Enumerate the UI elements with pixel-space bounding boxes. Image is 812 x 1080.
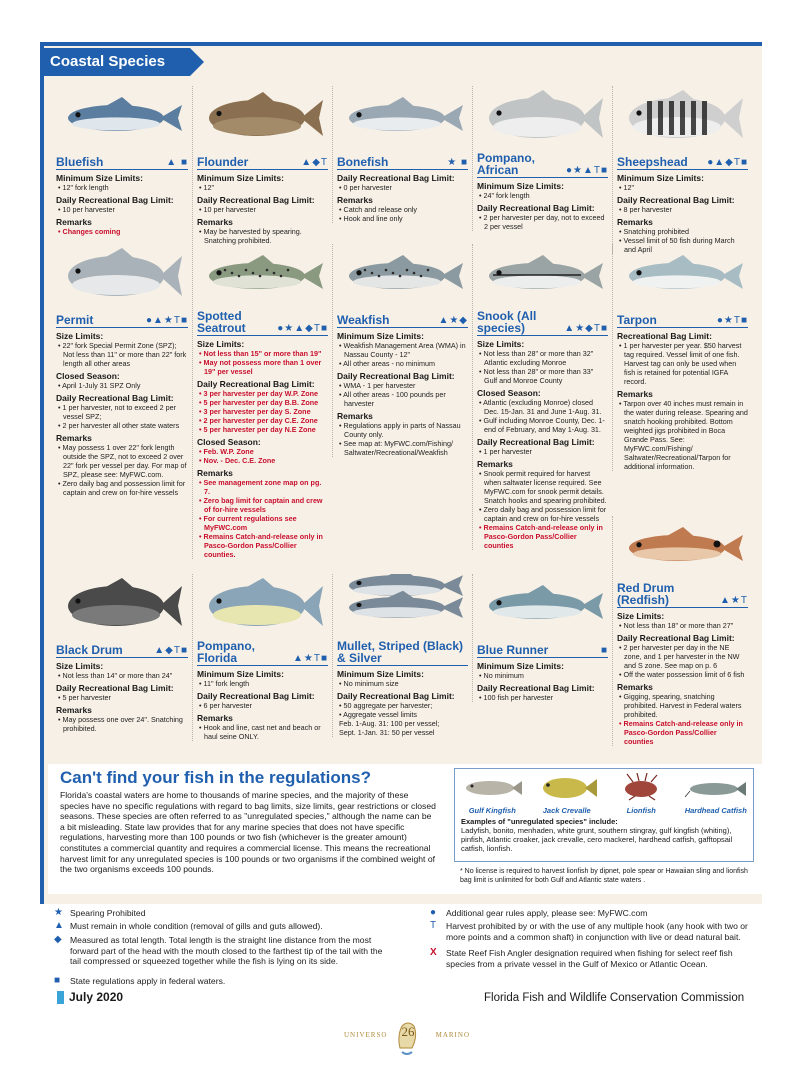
rule-heading: Size Limits: bbox=[56, 661, 104, 671]
rule-item: • Off the water possession limit of 6 fish bbox=[619, 670, 745, 679]
species-name: Weakfish bbox=[337, 313, 390, 327]
rule-heading: Minimum Size Limits: bbox=[477, 661, 564, 671]
rule-item: • Changes coming bbox=[58, 227, 121, 236]
rule-heading: Closed Season: bbox=[477, 388, 541, 398]
regulation-symbols: ●▲★T■ bbox=[145, 315, 188, 326]
rule-item: • May not possess more than 1 over 19" per vessel bbox=[199, 358, 322, 376]
rule-heading: Daily Recreational Bag Limit: bbox=[617, 195, 735, 205]
fish-illustration-icon bbox=[337, 86, 467, 150]
fish-image bbox=[337, 574, 468, 640]
rule-item: • May possess 1 over 22" fork length outside the SPZ, not to exceed 2 over 22" fork per vessel per day. For map of SPZ, please see: MyFWC.com. bbox=[58, 443, 187, 479]
species-card bbox=[52, 574, 192, 733]
rule-item: • Atlantic (excluding Monroe) closed Dec. 15-Jan. 31 and June 1-Aug. 31. bbox=[479, 398, 602, 416]
rule-heading: Remarks bbox=[197, 713, 233, 723]
rule-heading: Daily Recreational Bag Limit: bbox=[197, 691, 315, 701]
rule-heading: Daily Recreational Bag Limit: bbox=[56, 683, 174, 693]
universo-marino-logo bbox=[342, 1018, 472, 1058]
regulation-symbols: ★ ■ bbox=[447, 157, 468, 168]
rule-item: • Weakfish Management Area (WMA) in Nassau County - 12" bbox=[339, 341, 466, 359]
regulation-symbols: ▲★T■ bbox=[292, 653, 328, 664]
rule-item: • Regulations apply in parts of Nassau County only. bbox=[339, 421, 461, 439]
rule-item: • Tarpon over 40 inches must remain in the water during release. Spearing and snatch hooking prohibited. Bottom weighted jigs prohibited in Boca Grande Pass. See: MyFWC.com/Fishing/ Saltwater/Recreational/Tarpon for additional information. bbox=[619, 399, 748, 471]
rule-item: • Not less than 14" or more than 24" bbox=[58, 671, 173, 680]
rule-item: • Not less than 18" or more than 27" bbox=[619, 621, 734, 630]
legend-item bbox=[430, 921, 760, 942]
rule-heading: Recreational Bag Limit: bbox=[617, 331, 712, 341]
rule-item: • See map at: MyFWC.com/Fishing/ Saltwater/Recreational/Weakfish bbox=[339, 439, 453, 457]
rule-item: • 12" bbox=[619, 183, 635, 192]
rule-item: • 11" fork length bbox=[199, 679, 250, 688]
legend-text: Additional gear rules apply, please see: MyFWC.com bbox=[446, 908, 648, 918]
species-card bbox=[192, 574, 332, 741]
rule-heading: Daily Recreational Bag Limit: bbox=[617, 633, 735, 643]
unregulated-paragraph: Florida's coastal waters are home to thousands of marine species, and the majority of these species have no specific regulations with regard to bag limits, size limits, gear restrictions or closed seasons. These species are often referred to as "unregulated species," although the name can be a bit misleading. State law provides that for any marine species that does not have specific regulations, harvesting more than 100 pounds or two fish (whichever is the greater amount) constitutes a commercial quantity and requires a commercial license. This means the recreational harvest limit for any unregulated species is 100 pounds or two organisms if the combined weight of the two organisms exceeds 100 pounds. bbox=[60, 790, 436, 875]
rule-item: • 0 per harvester bbox=[339, 183, 392, 192]
rule-item: • 100 fish per harvester bbox=[479, 693, 554, 702]
logo-left-text: UNIVERSO bbox=[344, 1031, 388, 1039]
rule-item: • Aggregate vessel limits bbox=[339, 710, 418, 719]
fish-image bbox=[197, 86, 328, 152]
species-name: Snook (All species) bbox=[477, 309, 537, 335]
fish-label: Jack Crevalle bbox=[542, 806, 591, 815]
species-card bbox=[472, 574, 612, 702]
legend-item bbox=[54, 921, 384, 932]
rule-heading: Daily Recreational Bag Limit: bbox=[56, 195, 174, 205]
rule-heading: Daily Recreational Bag Limit: bbox=[477, 683, 595, 693]
fish-image bbox=[617, 86, 748, 152]
species-name: Blue Runner bbox=[477, 643, 549, 657]
regulation-symbols: ●★T■ bbox=[716, 315, 748, 326]
rule-heading: Remarks bbox=[197, 468, 233, 478]
rule-item: • Nov. - Dec. C.E. Zone bbox=[199, 456, 276, 465]
legend-text: Measured as total length. Total length is the straight line distance from the most forward part of the head with the mouth closed to the farthest tip of the tail with the tail compressed or squeezed together while the fish is lying on its side. bbox=[70, 935, 383, 966]
rule-heading: Closed Season: bbox=[56, 371, 120, 381]
rule-heading: Size Limits: bbox=[56, 331, 104, 341]
rule-item: • 8 per harvester bbox=[619, 205, 672, 214]
rule-heading: Remarks bbox=[56, 705, 92, 715]
rule-item: • All other areas - no minimum bbox=[339, 359, 435, 368]
rule-heading: Remarks bbox=[56, 217, 92, 227]
rule-item: • Catch and release only bbox=[339, 205, 418, 214]
species-card bbox=[612, 86, 752, 254]
rule-item: • Remains Catch-and-release only in Pasco-Gordon Pass/Collier counties bbox=[479, 523, 603, 550]
regulation-symbols: ●★▲◆T■ bbox=[277, 323, 328, 334]
rule-item: • No minimum bbox=[479, 671, 524, 680]
rule-item: • 5 per harvester per day N.E Zone bbox=[199, 425, 316, 434]
rule-item: • No minimum size bbox=[339, 679, 399, 688]
fish-label: Gulf Kingfish bbox=[468, 806, 516, 815]
fish-image bbox=[197, 574, 328, 640]
species-header bbox=[337, 152, 468, 170]
rule-item: • 3 per harvester per day S. Zone bbox=[199, 407, 311, 416]
species-card bbox=[332, 86, 472, 223]
species-card bbox=[192, 244, 332, 559]
rule-item: • Feb. W.P. Zone bbox=[199, 447, 254, 456]
species-header bbox=[477, 640, 608, 658]
rule-item: • Snatching prohibited bbox=[619, 227, 690, 236]
rule-item: • 5 per harvester bbox=[58, 693, 111, 702]
species-header bbox=[337, 640, 468, 666]
rule-item: • 1 per harvester bbox=[479, 447, 532, 456]
species-name: Bonefish bbox=[337, 155, 389, 169]
rule-item: • Hook and line, cast net and beach or haul seine ONLY. bbox=[199, 723, 321, 741]
fish-illustration-icon bbox=[197, 86, 327, 150]
fish-illustration-icon bbox=[337, 574, 467, 638]
species-card bbox=[52, 86, 192, 236]
rule-heading: Remarks bbox=[337, 411, 373, 421]
fish-image bbox=[56, 244, 188, 310]
page-number: 26 bbox=[401, 1024, 415, 1039]
fish-image bbox=[477, 86, 608, 152]
legend-symbol-icon: ◆ bbox=[54, 934, 62, 945]
rule-item: • Zero daily bag and possession limit for captain and crew on for-hire vessels bbox=[479, 505, 607, 523]
rule-item: • 50 aggregate per harvester; bbox=[339, 701, 433, 710]
legend-symbol-icon: ● bbox=[430, 907, 437, 918]
regulation-symbols: ●★▲T■ bbox=[565, 165, 608, 176]
fish-label: Lionfish bbox=[626, 806, 656, 815]
unregulated-examples-box bbox=[454, 768, 754, 862]
hardhead-catfish-icon bbox=[684, 773, 748, 801]
unregulated-title: Can't find your fish in the regulations? bbox=[60, 768, 371, 787]
rule-heading: Remarks bbox=[337, 195, 373, 205]
legend-text: State regulations apply in federal waters. bbox=[70, 976, 226, 986]
fish-image bbox=[56, 86, 188, 152]
legend-item bbox=[54, 935, 384, 967]
species-header bbox=[197, 640, 328, 666]
species-header bbox=[337, 310, 468, 328]
fish-image bbox=[56, 574, 188, 640]
rule-item: • Gigging, spearing, snatching prohibited. Harvest in Federal waters prohibited. bbox=[619, 692, 742, 719]
rule-item: • Not less than 15" or more than 19" bbox=[199, 349, 322, 358]
fish-image bbox=[617, 244, 748, 310]
lionfish-note: * No license is required to harvest lionfish by dipnet, pole spear or Hawaiian sling and lionfish bag limit is unlimited for both Gulf and Atlantic state waters . bbox=[460, 868, 748, 884]
rule-heading: Minimum Size Limits: bbox=[56, 173, 143, 183]
fish-illustration-icon bbox=[617, 516, 747, 580]
gulf-kingfish-figure bbox=[457, 773, 527, 815]
rule-heading: Remarks bbox=[477, 459, 513, 469]
fish-illustration-icon bbox=[197, 574, 327, 638]
rule-heading: Size Limits: bbox=[197, 339, 245, 349]
species-card bbox=[332, 244, 472, 457]
legend-symbol-icon: ★ bbox=[54, 907, 63, 918]
species-name: Black Drum bbox=[56, 643, 123, 657]
rule-item: • 10 per harvester bbox=[58, 205, 115, 214]
rule-item: • 2 per harvester per day, not to exceed 2 per vessel bbox=[479, 213, 605, 231]
lionfish-figure bbox=[606, 773, 676, 815]
rule-item: • Gulf including Monroe County, Dec. 1-end of February, and May 1-Aug. 31. bbox=[479, 416, 605, 434]
fish-illustration-icon bbox=[477, 574, 607, 638]
regulation-symbols: ▲◆T■ bbox=[154, 645, 188, 656]
species-header bbox=[56, 152, 188, 170]
fish-illustration-icon bbox=[197, 244, 327, 308]
legend-text: Must remain in whole condition (removal of gills and guts allowed). bbox=[70, 921, 323, 931]
fish-illustration-icon bbox=[56, 244, 186, 308]
fish-illustration-icon bbox=[337, 244, 467, 308]
rule-item: • WMA - 1 per harvester bbox=[339, 381, 416, 390]
rule-item: • 24" fork length bbox=[479, 191, 530, 200]
legend-item bbox=[430, 948, 760, 969]
legend-symbol-icon: X bbox=[430, 947, 437, 958]
rule-item: • Zero daily bag and possession limit for captain and crew on for-hire vessels bbox=[58, 479, 186, 497]
jack-crevalle-icon bbox=[535, 773, 599, 801]
rule-heading: Remarks bbox=[56, 433, 92, 443]
rule-heading: Remarks bbox=[617, 217, 653, 227]
legend-item bbox=[54, 976, 384, 987]
hardhead-catfish-figure bbox=[681, 773, 751, 815]
rule-item: • Hook and line only bbox=[339, 214, 403, 223]
species-name: Tarpon bbox=[617, 313, 657, 327]
unregulated-section bbox=[48, 764, 762, 894]
rule-heading: Daily Recreational Bag Limit: bbox=[337, 691, 455, 701]
rule-item: • 2 per harvester per day C.E. Zone bbox=[199, 416, 318, 425]
species-header bbox=[56, 310, 188, 328]
rule-item: Feb. 1-Aug. 31: 100 per vessel; bbox=[339, 719, 440, 728]
species-header bbox=[197, 152, 328, 170]
fish-illustration-icon bbox=[477, 244, 607, 308]
species-card bbox=[192, 86, 332, 245]
rule-heading: Size Limits: bbox=[617, 611, 665, 621]
rule-heading: Daily Recreational Bag Limit: bbox=[197, 379, 315, 389]
gulf-kingfish-icon bbox=[460, 773, 524, 801]
rule-heading: Closed Season: bbox=[197, 437, 261, 447]
fish-illustration-icon bbox=[56, 86, 186, 150]
legend-item bbox=[430, 908, 760, 919]
species-name: Permit bbox=[56, 313, 94, 327]
species-name: Spotted Seatrout bbox=[197, 309, 246, 335]
rule-heading: Minimum Size Limits: bbox=[197, 669, 284, 679]
legend-text: Harvest prohibited by or with the use of any multiple hook (any hook with two or more points and a common shaft) in conjunction with live or dead natural bait. bbox=[446, 921, 748, 942]
fish-image bbox=[477, 244, 608, 310]
species-name: Pompano, Florida bbox=[197, 639, 256, 665]
species-card bbox=[332, 574, 472, 737]
rule-item: • 12" fork length bbox=[58, 183, 109, 192]
rule-heading: Size Limits: bbox=[477, 339, 525, 349]
section-title: Coastal Species bbox=[40, 48, 190, 76]
rule-heading: Daily Recreational Bag Limit: bbox=[477, 437, 595, 447]
examples-text: Ladyfish, bonito, menhaden, white grunt, southern stingray, gulf kingfish (whiting), pinfish, Atlantic croaker, jack crevalle, cero mackerel, hardhead catfish, gafftopsail catfish, lionfish. bbox=[461, 826, 733, 853]
footer-date: July 2020 bbox=[57, 990, 123, 1004]
species-grid bbox=[52, 86, 752, 754]
legend-text: Spearing Prohibited bbox=[70, 908, 146, 918]
regulation-symbols: ■ bbox=[600, 645, 608, 656]
rule-item: • Zero bag limit for captain and crew of for-hire vessels bbox=[199, 496, 323, 514]
rule-heading: Remarks bbox=[617, 682, 653, 692]
fish-image bbox=[337, 244, 468, 310]
species-header bbox=[477, 310, 608, 336]
rule-heading: Remarks bbox=[197, 217, 233, 227]
rule-item: • 22" fork Special Permit Zone (SPZ); Not less than 11" or more than 22" fork length all other areas bbox=[58, 341, 187, 368]
rule-item: • May be harvested by spearing. Snatching prohibited. bbox=[199, 227, 302, 245]
species-card bbox=[472, 244, 612, 550]
rule-item: • Remains Catch-and-release only in Pasco-Gordon Pass/Collier counties bbox=[619, 719, 743, 746]
legend-item bbox=[54, 908, 384, 919]
fish-illustration-icon bbox=[56, 574, 186, 638]
species-name: Mullet, Striped (Black) & Silver bbox=[337, 639, 464, 665]
rule-heading: Minimum Size Limits: bbox=[197, 173, 284, 183]
footer-agency: Florida Fish and Wildlife Conservation Commission bbox=[484, 992, 745, 1004]
regulation-symbols: ▲ ■ bbox=[166, 157, 188, 168]
rule-heading: Minimum Size Limits: bbox=[477, 181, 564, 191]
rule-heading: Minimum Size Limits: bbox=[337, 669, 424, 679]
species-header bbox=[56, 640, 188, 658]
species-card bbox=[612, 516, 752, 746]
species-name: Sheepshead bbox=[617, 155, 688, 169]
species-header bbox=[617, 152, 748, 170]
species-name: Flounder bbox=[197, 155, 249, 169]
legend-symbol-icon: ■ bbox=[54, 975, 61, 986]
species-header bbox=[477, 152, 608, 178]
rule-item: • 6 per harvester bbox=[199, 701, 252, 710]
species-name: Pompano, African bbox=[477, 151, 536, 177]
rule-item: • Not less than 28" or more than 33" Gulf and Monroe County bbox=[479, 367, 594, 385]
species-card bbox=[52, 244, 192, 497]
rule-item: • Not less than 28" or more than 32" Atlantic excluding Monroe bbox=[479, 349, 594, 367]
legend-symbol-icon: ▲ bbox=[54, 920, 64, 931]
examples-label: Examples of "unregulated species" include: bbox=[461, 817, 618, 826]
species-name: Red Drum (Redfish) bbox=[617, 581, 675, 607]
regulation-symbols: ▲★◆T■ bbox=[564, 323, 608, 334]
regulation-symbols: ●▲◆T■ bbox=[707, 157, 748, 168]
jack-crevalle-figure bbox=[532, 773, 602, 815]
rule-item: • 2 per harvester per day in the NE zone, and 1 per harvester in the NW and S zone. See map on p. 6 bbox=[619, 643, 740, 670]
regulation-symbols: ▲★T bbox=[720, 595, 748, 606]
species-header bbox=[197, 310, 328, 336]
fish-illustration-icon bbox=[617, 86, 747, 150]
logo-right-text: MARINO bbox=[435, 1031, 470, 1039]
species-header bbox=[617, 310, 748, 328]
fish-image bbox=[337, 86, 468, 152]
rule-heading: Daily Recreational Bag Limit: bbox=[197, 195, 315, 205]
rule-item: • 1 per harvester, not to exceed 2 per vessel SPZ; bbox=[58, 403, 176, 421]
rule-item: • 10 per harvester bbox=[199, 205, 256, 214]
species-card bbox=[612, 244, 752, 471]
species-header bbox=[617, 582, 748, 608]
fish-image bbox=[477, 574, 608, 640]
rule-heading: Daily Recreational Bag Limit: bbox=[477, 203, 595, 213]
rule-item: • Vessel limit of 50 fish during March and April bbox=[619, 236, 735, 254]
rule-heading: Minimum Size Limits: bbox=[337, 331, 424, 341]
rule-item: • Snook permit required for harvest when saltwater license required. See MyFWC.com for snook permit details. Snatch hooks and spearing prohibited. bbox=[479, 469, 607, 505]
rule-item: • 3 per harvester per day W.P. Zone bbox=[199, 389, 319, 398]
rule-item: • Remains Catch-and-release only in Pasco-Gordon Pass/Collier counties. bbox=[199, 532, 323, 559]
lionfish-icon bbox=[609, 773, 673, 801]
rule-item: • See management zone map on pg. 7. bbox=[199, 478, 322, 496]
fish-illustration-icon bbox=[617, 244, 747, 308]
rule-heading: Daily Recreational Bag Limit: bbox=[337, 173, 455, 183]
rule-item: • All other areas - 100 pounds per harvester bbox=[339, 390, 446, 408]
fish-label: Hardhead Catfish bbox=[684, 806, 747, 815]
fish-illustration-icon bbox=[477, 86, 607, 150]
legend-symbol-icon: T bbox=[430, 920, 437, 931]
fish-image bbox=[617, 516, 748, 582]
regulation-symbols: ▲◆T bbox=[301, 157, 328, 168]
rule-item: • 2 per harvester all other state waters bbox=[58, 421, 180, 430]
rule-item: • For current regulations see MyFWC.com bbox=[199, 514, 297, 532]
rule-item: • May possess one over 24". Snatching prohibited. bbox=[58, 715, 183, 733]
fish-image bbox=[197, 244, 328, 310]
legend-text: State Reef Fish Angler designation required when fishing for select reef fish species from a private vessel in the Gulf of Mexico or Atlantic Ocean. bbox=[446, 948, 733, 969]
rule-item: • April 1-July 31 SPZ Only bbox=[58, 381, 141, 390]
species-card bbox=[472, 86, 612, 231]
rule-heading: Daily Recreational Bag Limit: bbox=[337, 371, 455, 381]
rule-item: • 5 per harvester per day B.B. Zone bbox=[199, 398, 319, 407]
rule-item: Sept. 1-Jan. 31: 50 per vessel bbox=[339, 728, 435, 737]
rule-heading: Minimum Size Limits: bbox=[617, 173, 704, 183]
rule-heading: Daily Recreational Bag Limit: bbox=[56, 393, 174, 403]
regulation-symbols: ▲★◆ bbox=[438, 315, 468, 326]
species-name: Bluefish bbox=[56, 155, 104, 169]
rule-item: • 1 per harvester per year. $50 harvest tag required. Vessel limit of one fish. Harvest tag can only be used when fish is retained for potential IGFA record. bbox=[619, 341, 742, 386]
rule-item: • 12" bbox=[199, 183, 215, 192]
rule-heading: Remarks bbox=[617, 389, 653, 399]
